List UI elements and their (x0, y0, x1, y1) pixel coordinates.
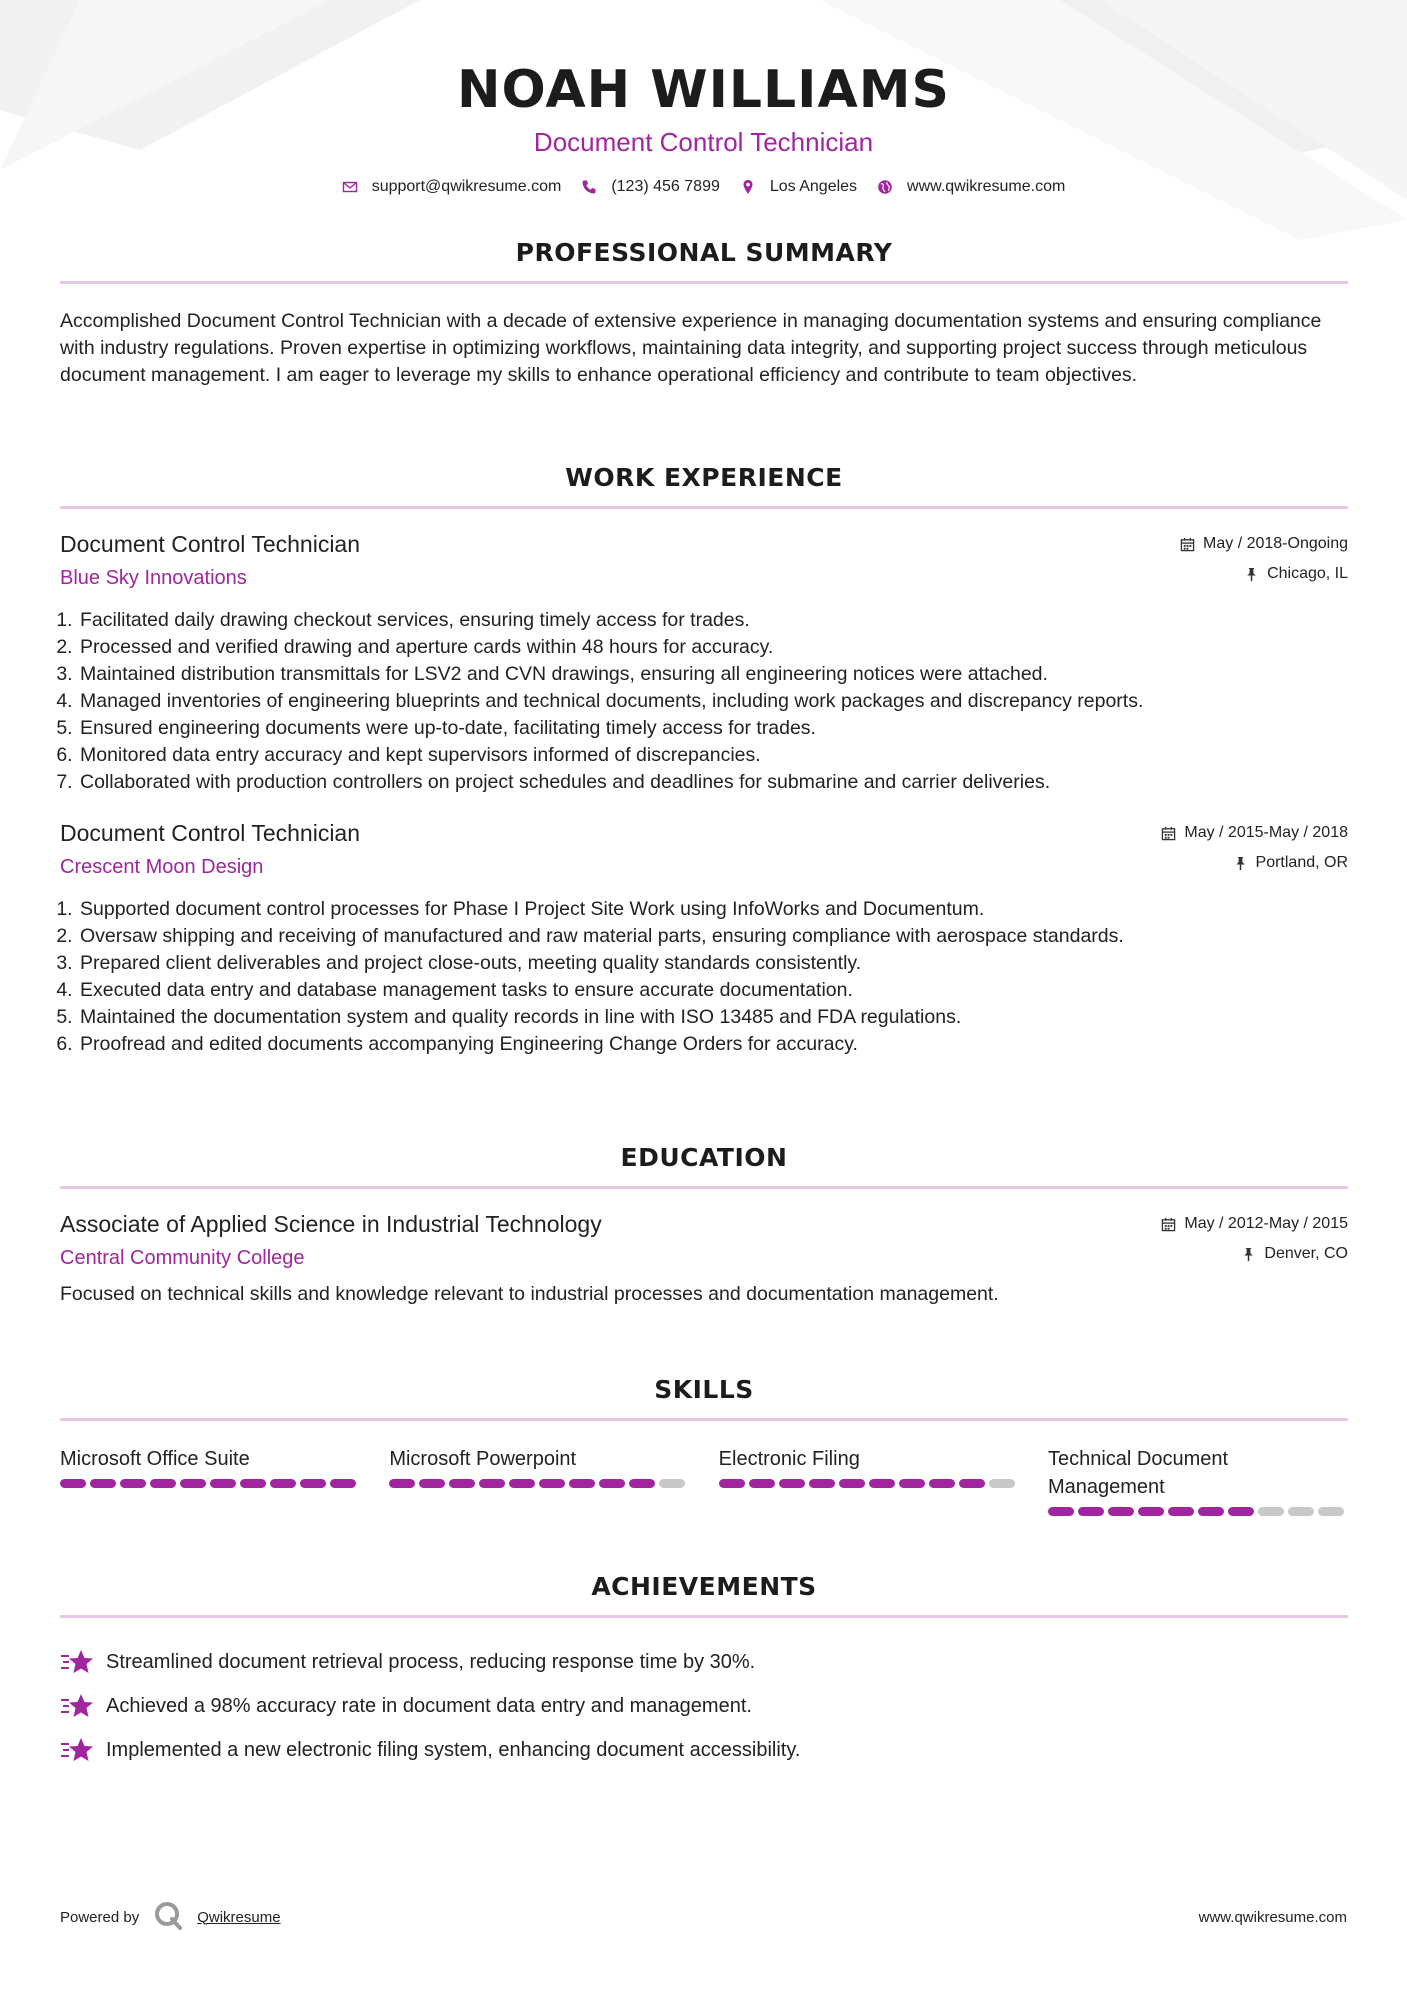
skill-segment-filled (1198, 1507, 1224, 1516)
skill-name: Microsoft Office Suite (60, 1448, 250, 1470)
skill-segment-empty (1288, 1507, 1314, 1516)
contact-location-text: Los Angeles (769, 178, 858, 195)
powered-by-label: Powered by (60, 1908, 140, 1926)
education-meta (1161, 1209, 1348, 1269)
skill-segment-filled (419, 1479, 445, 1488)
job-bullets (60, 896, 1348, 1058)
skill-segment-filled (839, 1479, 865, 1488)
skill-segment-filled (629, 1479, 655, 1488)
calendar-icon (1180, 537, 1195, 552)
list-item: 3. Maintained distribution transmittals for LSV2 and CVN drawings, ensuring all engineering notices were attached. (78, 661, 1348, 688)
qwikresume-link[interactable]: Qwikresume (197, 1908, 281, 1926)
section-divider (60, 1418, 1348, 1421)
job-entry (60, 529, 1348, 796)
school-name: Central Community College (60, 1247, 305, 1269)
education-location (1161, 1239, 1348, 1269)
globe-icon (877, 179, 893, 195)
skill-level-bar (1048, 1507, 1348, 1516)
contact-bar (0, 178, 1407, 196)
section-divider (60, 1186, 1348, 1189)
education-heading: EDUCATION (620, 1143, 788, 1172)
contact-email[interactable] (342, 178, 562, 196)
contact-phone[interactable] (581, 178, 720, 196)
skill-segment-filled (1078, 1507, 1104, 1516)
job-location-text: Chicago, IL (1267, 565, 1348, 582)
footer-website[interactable]: www.qwikresume.com (1198, 1908, 1347, 1926)
job-date (1180, 529, 1348, 559)
skills-heading: SKILLS (654, 1375, 754, 1404)
skill-name: Electronic Filing (718, 1448, 860, 1470)
education-description: Focused on technical skills and knowledge relevant to industrial processes and documentation management. (60, 1283, 999, 1305)
job-meta (1161, 818, 1348, 878)
skills-section (60, 1375, 1348, 1516)
skill-level-bar (719, 1479, 1019, 1488)
skill-item (60, 1445, 360, 1516)
education-location-text: Denver, CO (1264, 1245, 1348, 1262)
skill-segment-filled (150, 1479, 176, 1488)
list-item: 6. Monitored data entry accuracy and kept supervisors informed of discrepancies. (78, 742, 1348, 769)
contact-website-text: www.qwikresume.com (907, 178, 1066, 195)
star-icon (60, 1736, 94, 1764)
skill-name: Microsoft Powerpoint (389, 1448, 577, 1470)
skill-name: Technical Document Management (1047, 1448, 1229, 1498)
star-icon (60, 1692, 94, 1720)
skill-segment-empty (659, 1479, 685, 1488)
job-title: Document Control Technician (60, 531, 361, 557)
skill-segment-filled (90, 1479, 116, 1488)
skill-segment-empty (1318, 1507, 1344, 1516)
phone-icon (581, 179, 597, 195)
skill-segment-filled (929, 1479, 955, 1488)
job-entry (60, 818, 1348, 1058)
pushpin-icon (1244, 567, 1259, 582)
qwikresume-logo (153, 1900, 183, 1934)
skill-level-bar (60, 1479, 360, 1488)
list-item: 3. Prepared client deliverables and project close-outs, meeting quality standards consistently. (78, 950, 1348, 977)
skill-segment-filled (240, 1479, 266, 1488)
envelope-icon (342, 179, 358, 195)
education-entry (60, 1209, 1348, 1308)
job-date-text: May / 2018-Ongoing (1203, 535, 1348, 552)
skill-segment-filled (1048, 1507, 1074, 1516)
skill-segment-filled (389, 1479, 415, 1488)
list-item: 2. Processed and verified drawing and aperture cards within 48 hours for accuracy. (78, 634, 1348, 661)
job-date (1161, 818, 1348, 848)
skill-segment-empty (1258, 1507, 1284, 1516)
q-logo-icon (153, 1900, 183, 1930)
education-section (60, 1143, 1348, 1308)
job-bullets (60, 607, 1348, 796)
pushpin-icon (1233, 856, 1248, 871)
achievement-text: Achieved a 98% accuracy rate in document data entry and management. (106, 1694, 752, 1717)
section-divider (60, 281, 1348, 284)
candidate-name: NOAH WILLIAMS (457, 60, 950, 120)
job-company: Blue Sky Innovations (60, 567, 247, 589)
skill-segment-filled (779, 1479, 805, 1488)
achievements-section (60, 1572, 1348, 1772)
skill-segment-filled (330, 1479, 356, 1488)
summary-section (60, 238, 1348, 389)
contact-location (740, 178, 857, 196)
skill-segment-filled (270, 1479, 296, 1488)
skill-segment-filled (569, 1479, 595, 1488)
skills-row (60, 1445, 1348, 1516)
skill-segment-filled (449, 1479, 475, 1488)
skill-segment-filled (749, 1479, 775, 1488)
skill-segment-filled (539, 1479, 565, 1488)
experience-heading: WORK EXPERIENCE (565, 463, 843, 492)
skill-item (389, 1445, 689, 1516)
pushpin-icon (1241, 1247, 1256, 1262)
map-pin-icon (740, 179, 756, 195)
skill-segment-empty (989, 1479, 1015, 1488)
skill-segment-filled (1168, 1507, 1194, 1516)
list-item: 5. Maintained the documentation system and quality records in line with ISO 13485 and FDA regulations. (78, 1004, 1348, 1031)
list-item (60, 1640, 1348, 1684)
job-location (1180, 559, 1348, 589)
list-item: 4. Managed inventories of engineering blueprints and technical documents, including work packages and discrepancy reports. (78, 688, 1348, 715)
list-item: 2. Oversaw shipping and receiving of manufactured and raw material parts, ensuring compliance with aerospace standards. (78, 923, 1348, 950)
skill-segment-filled (1138, 1507, 1164, 1516)
section-divider (60, 506, 1348, 509)
list-item: 7. Collaborated with production controllers on project schedules and deadlines for submarine and carrier deliveries. (78, 769, 1348, 796)
skill-level-bar (389, 1479, 689, 1488)
skill-segment-filled (599, 1479, 625, 1488)
achievements-list (60, 1640, 1348, 1772)
powered-by (60, 1900, 281, 1934)
contact-email-text: support@qwikresume.com (371, 178, 562, 195)
job-date-text: May / 2015-May / 2018 (1184, 824, 1348, 841)
education-date-text: May / 2012-May / 2015 (1184, 1215, 1348, 1232)
list-item: 4. Executed data entry and database management tasks to ensure accurate documentation. (78, 977, 1348, 1004)
skill-segment-filled (120, 1479, 146, 1488)
contact-phone-text: (123) 456 7899 (611, 178, 720, 195)
job-company: Crescent Moon Design (60, 856, 264, 878)
summary-heading: PROFESSIONAL SUMMARY (515, 238, 893, 267)
skill-segment-filled (509, 1479, 535, 1488)
skill-segment-filled (180, 1479, 206, 1488)
skill-item (1048, 1445, 1348, 1516)
job-meta (1180, 529, 1348, 589)
list-item: 1. Supported document control processes for Phase I Project Site Work using InfoWorks and Documentum. (78, 896, 1348, 923)
skill-segment-filled (210, 1479, 236, 1488)
experience-section (60, 463, 1348, 1058)
achievements-heading: ACHIEVEMENTS (591, 1572, 817, 1601)
skill-segment-filled (809, 1479, 835, 1488)
job-location (1161, 848, 1348, 878)
list-item (60, 1684, 1348, 1728)
skill-segment-filled (1228, 1507, 1254, 1516)
contact-website[interactable] (877, 178, 1065, 196)
list-item: 1. Facilitated daily drawing checkout services, ensuring timely access for trades. (78, 607, 1348, 634)
page-footer (60, 1900, 1347, 1934)
skill-segment-filled (60, 1479, 86, 1488)
skill-segment-filled (1108, 1507, 1134, 1516)
summary-text: Accomplished Document Control Technician with a decade of extensive experience in managing documentation systems and ensuring compliance with industry regulations. Proven expertise in optimizing workflows, maintaining data integrity, and supporting project success through meticulous document management. I am eager to leverage my skills to enhance operational efficiency and contribute to team objectives. (60, 310, 1322, 386)
calendar-icon (1161, 826, 1176, 841)
achievement-text: Streamlined document retrieval process, reducing response time by 30%. (106, 1650, 756, 1673)
calendar-icon (1161, 1217, 1176, 1232)
education-date (1161, 1209, 1348, 1239)
job-title: Document Control Technician (60, 820, 361, 846)
star-icon (60, 1648, 94, 1676)
skill-item (719, 1445, 1019, 1516)
skill-segment-filled (719, 1479, 745, 1488)
skill-segment-filled (899, 1479, 925, 1488)
degree-title: Associate of Applied Science in Industrial Technology (60, 1211, 602, 1237)
achievement-text: Implemented a new electronic filing system, enhancing document accessibility. (106, 1738, 801, 1761)
candidate-title: Document Control Technician (533, 127, 874, 157)
job-location-text: Portland, OR (1255, 854, 1348, 871)
skill-segment-filled (869, 1479, 895, 1488)
list-item: 6. Proofread and edited documents accompanying Engineering Change Orders for accuracy. (78, 1031, 1348, 1058)
skill-segment-filled (300, 1479, 326, 1488)
skill-segment-filled (959, 1479, 985, 1488)
list-item (60, 1728, 1348, 1772)
list-item: 5. Ensured engineering documents were up-to-date, facilitating timely access for trades. (78, 715, 1348, 742)
resume-header (0, 0, 1407, 196)
skill-segment-filled (479, 1479, 505, 1488)
section-divider (60, 1615, 1348, 1618)
